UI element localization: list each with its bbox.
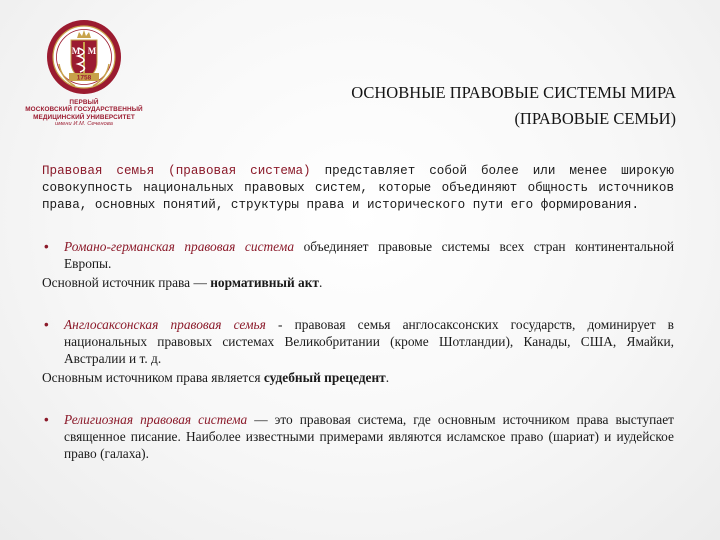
bullet-description: - правовая семья англосаксонских государств, доминирует в национальных правовых системах Великобритании (кроме Шотландии), Канады, США, Ямайки, Австралии и т. д.	[64, 317, 674, 366]
svg-text:М: М	[71, 46, 81, 56]
logo-caption-line: МОСКОВСКИЙ ГОСУДАРСТВЕННЫЙ	[25, 106, 143, 114]
bullet-description: — это правовая система, где основным источником права выступает священное писание. Наиболее известными примерами являются исламское право (шариат) и иудейское право (галаха).	[64, 412, 674, 461]
bullet-text	[42, 238, 674, 272]
list-item	[42, 238, 674, 291]
bullet-note-bold: нормативный акт	[210, 275, 319, 290]
intro-paragraph	[42, 163, 674, 214]
university-emblem-icon	[45, 18, 123, 96]
list-item	[42, 316, 674, 386]
slide-title-line-1: ОСНОВНЫЕ ПРАВОВЫЕ СИСТЕМЫ МИРА	[351, 83, 676, 102]
svg-text:М: М	[87, 46, 97, 56]
logo-caption	[20, 99, 148, 129]
slide-title	[236, 80, 676, 132]
logo-caption-line: ПЕРВЫЙ	[69, 99, 99, 106]
bullet-note-bold: судебный прецедент	[263, 370, 386, 385]
intro-term: Правовая семья (правовая система)	[42, 164, 311, 178]
bullet-text	[42, 316, 674, 367]
logo-caption-line: имени И.М. Сеченова	[55, 121, 113, 128]
bullet-icon: •	[44, 239, 49, 254]
slide-body	[42, 163, 674, 487]
bullet-term: Англосаксонская правовая семья	[64, 317, 266, 332]
bullet-note-prefix: Основным источником права является	[42, 370, 264, 385]
intro-text: представляет собой более или менее широкую совокупность национальных правовых систем, которые объединяют общность источников права, основных понятий, структуры права и исторического пути его формирования.	[42, 164, 674, 212]
bullet-note-prefix: Основной источник права —	[42, 275, 211, 290]
university-logo	[20, 18, 148, 142]
bullet-text	[42, 411, 674, 462]
bullet-note	[42, 274, 674, 291]
bullet-term: Религиозная правовая система	[64, 412, 248, 427]
logo-caption-line: МЕДИЦИНСКИЙ УНИВЕРСИТЕТ	[33, 113, 135, 121]
bullet-note-suffix: .	[319, 275, 323, 290]
bullet-note-suffix: .	[385, 370, 390, 385]
list-item	[42, 411, 674, 462]
slide-title-line-2: (ПРАВОВЫЕ СЕМЬИ)	[514, 109, 676, 128]
bullet-icon: •	[44, 317, 49, 332]
bullet-note	[42, 369, 674, 386]
bullet-term: Романо-германская правовая система	[64, 239, 295, 254]
bullet-description: объединяет правовые системы всех стран континентальной Европы.	[64, 239, 674, 271]
logo-year: 1758	[76, 74, 92, 82]
bullet-icon: •	[44, 412, 49, 427]
